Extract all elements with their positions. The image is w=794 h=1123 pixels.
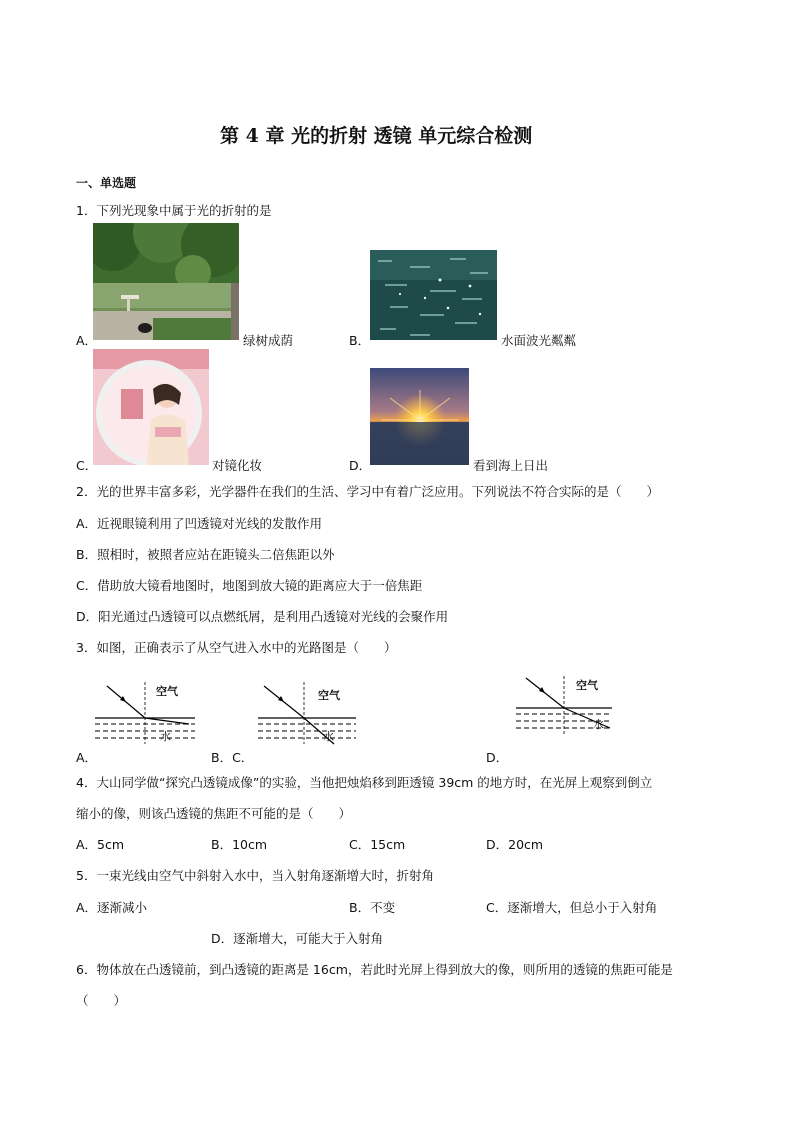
q1-option-d-caption: 看到海上日出 <box>473 458 549 473</box>
q3-d-air-label: 空气 <box>576 679 598 692</box>
q4-stem-line2: 缩小的像，则该凸透镜的焦距不可能的是（ ） <box>76 806 352 821</box>
q3-option-a-label: A． <box>76 750 98 765</box>
q1-option-a-letter: A． <box>76 333 98 348</box>
q1-image-sea-sunrise <box>370 368 469 465</box>
q2-option-c: C．借助放大镜看地图时，地图到放大镜的距离应大于一倍焦距 <box>76 578 423 593</box>
q1-option-a-caption: 绿树成荫 <box>243 333 294 348</box>
q5-option-b: B．不变 <box>349 900 396 915</box>
q3-b-air-label: 空气 <box>318 689 340 702</box>
q3-option-d-label: D． <box>486 750 509 765</box>
q1-image-water-surface <box>370 250 497 340</box>
q1-option-b-caption: 水面波光粼粼 <box>501 333 577 348</box>
q2-option-d: D．阳光通过凸透镜可以点燃纸屑，是利用凸透镜对光线的会聚作用 <box>76 609 449 624</box>
q1-stem: 1．下列光现象中属于光的折射的是 <box>76 203 272 218</box>
q5-option-c: C．逐渐增大，但总小于入射角 <box>486 900 658 915</box>
q3-b-water-label: 水 <box>323 730 334 743</box>
q5-option-a: A．逐渐减小 <box>76 900 148 915</box>
page-title: 第 4 章 光的折射 透镜 单元综合检测 <box>220 125 533 147</box>
q1-image-green-trees <box>93 223 239 340</box>
q3-a-water-label: 水 <box>160 730 171 743</box>
q1-option-d-letter: D． <box>349 458 372 473</box>
q5-stem: 5．一束光线由空气中斜射入水中，当入射角逐渐增大时，折射角 <box>76 868 434 883</box>
q4-stem-line1: 4．大山同学做“探究凸透镜成像”的实验，当他把烛焰移到距透镜 39cm 的地方时，在光屏上观察到倒立 <box>76 775 653 790</box>
q2-option-b: B．照相时，被照者应站在距镜头二倍焦距以外 <box>76 547 335 562</box>
q6-stem-line1: 6．物体放在凸透镜前，到凸透镜的距离是 16cm，若此时光屏上得到放大的像，则所用的透镜的焦距可能是 <box>76 962 673 977</box>
q3-stem: 3．如图，正确表示了从空气进入水中的光路图是（ ） <box>76 640 397 655</box>
q4-option-a: A．5cm <box>76 837 125 852</box>
q3-option-bc-label: B．C． <box>211 750 254 765</box>
q6-stem-line2: （ ） <box>76 993 127 1008</box>
section-heading: 一、单选题 <box>76 176 137 190</box>
q3-d-water-label: 水 <box>593 718 604 731</box>
q4-option-c: C．15cm <box>349 837 406 852</box>
q1-option-b-letter: B． <box>349 333 371 348</box>
q3-diagram-b <box>256 680 360 746</box>
q1-option-c-letter: C． <box>76 458 98 473</box>
q5-option-d: D．逐渐增大，可能大于入射角 <box>211 931 384 946</box>
q4-option-d: D．20cm <box>486 837 544 852</box>
q3-diagram-a <box>93 680 197 746</box>
q1-option-c-caption: 对镜化妆 <box>212 458 263 473</box>
q2-option-a: A．近视眼镜利用了凹透镜对光线的发散作用 <box>76 516 323 531</box>
q2-stem: 2．光的世界丰富多彩，光学器件在我们的生活、学习中有着广泛应用。下列说法不符合实际的是（ ） <box>76 484 659 499</box>
q3-a-air-label: 空气 <box>156 685 178 698</box>
q4-option-b: B．10cm <box>211 837 268 852</box>
q1-image-mirror-makeup <box>93 349 209 465</box>
